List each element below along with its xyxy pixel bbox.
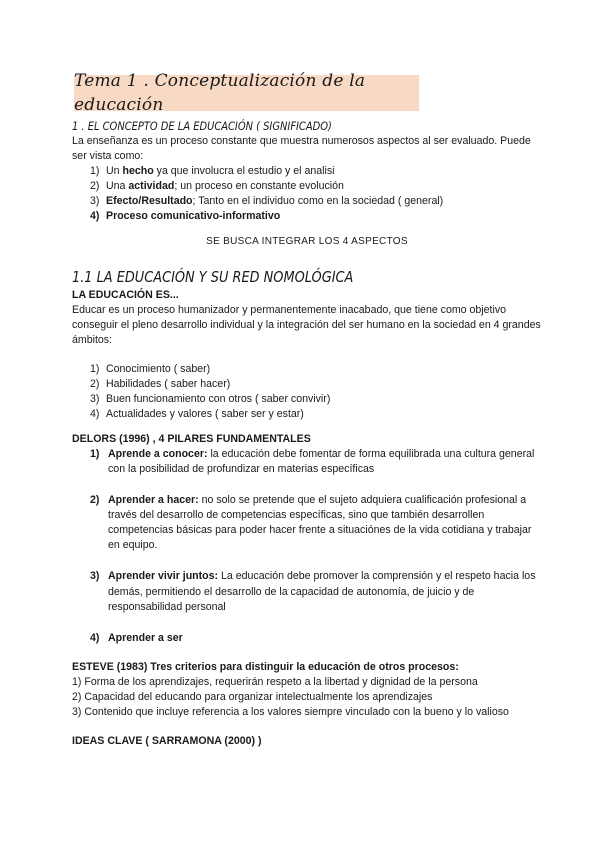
list-item: 4) Aprender a ser (90, 631, 183, 644)
section2-list (72, 362, 542, 422)
list-item: 1) Un hecho ya que involucra el estudio y el analisi (90, 165, 335, 178)
esteve-line: 2) Capacidad del educando para organizar intelectualmente los aprendizajes (72, 690, 433, 703)
document-page (72, 70, 542, 749)
list-item: 2) Aprender a hacer: no solo se pretende que el sujeto adquiera cualificación profesional a través del desarrollo de competencias específicas, sino que también desarrollen competencias básicas para poder hacer frente a situaciónes de la vida cotidiana y trabajar en equipo. (90, 494, 532, 552)
esteve-line: 1) Forma de los aprendizajes, requerirán respeto a la libertad y dignidad de la persona (72, 675, 478, 688)
section1-intro: La enseñanza es un proceso constante que muestra numerosos aspectos al ser evaluado. Puede ser vista como: (72, 135, 531, 163)
esteve-line: 3) Contenido que incluye referencia a los valores siempre vinculado con la bueno y lo valioso (72, 705, 509, 718)
list-item: 1) Aprende a conocer: la educación debe fomentar de forma equilibrada una cultura general con la posibilidad de profundizar en materias específicas (90, 448, 535, 476)
page-title: Tema 1 . Conceptualización de la educación (74, 70, 366, 115)
list-item: 3) Aprender vivir juntos: La educación debe promover la comprensión y el respeto hacia los demás, permitiendo el desarrollo de la capacidad de autonomía, de juicio y de responsabilidad personal (90, 570, 536, 613)
ideas-heading: IDEAS CLAVE ( SARRAMONA (2000) ) (72, 734, 262, 747)
list-item: 2) Una actividad; un proceso en constante evolución (90, 180, 344, 193)
esteve-heading: ESTEVE (1983) Tres criterios para distinguir la educación de otros procesos: (72, 660, 459, 673)
section1-heading: 1 . EL CONCEPTO DE LA EDUCACIÓN ( SIGNIFICADO) (72, 119, 332, 133)
section1-note: SE BUSCA INTEGRAR LOS 4 ASPECTOS (206, 235, 408, 247)
section2-heading: 1.1 LA EDUCACIÓN Y SU RED NOMOLÓGICA (72, 267, 354, 286)
section2-subheading: LA EDUCACIÓN ES... (72, 289, 179, 301)
list-item: 4) Proceso comunicativo-informativo (90, 210, 281, 223)
section2-intro: Educar es un proceso humanizador y permanentemente inacabado, que tiene como objetivo conseguir el pleno desarrollo individual y la integración del ser humano en la sociedad en 4 grandes ámbitos: (72, 304, 541, 347)
section1-list (72, 164, 542, 224)
list-item: 3) Buen funcionamiento con otros ( saber convivir) (90, 393, 331, 406)
list-item: 2) Habilidades ( saber hacer) (90, 378, 231, 391)
title-banner (74, 70, 419, 115)
list-item: 3) Efecto/Resultado; Tanto en el individuo como en la sociedad ( general) (90, 195, 444, 208)
list-item: 1) Conocimiento ( saber) (90, 363, 211, 376)
delors-list (72, 447, 542, 645)
delors-heading: DELORS (1996) , 4 PILARES FUNDAMENTALES (72, 433, 311, 446)
list-item: 4) Actualidades y valores ( saber ser y estar) (90, 408, 304, 421)
